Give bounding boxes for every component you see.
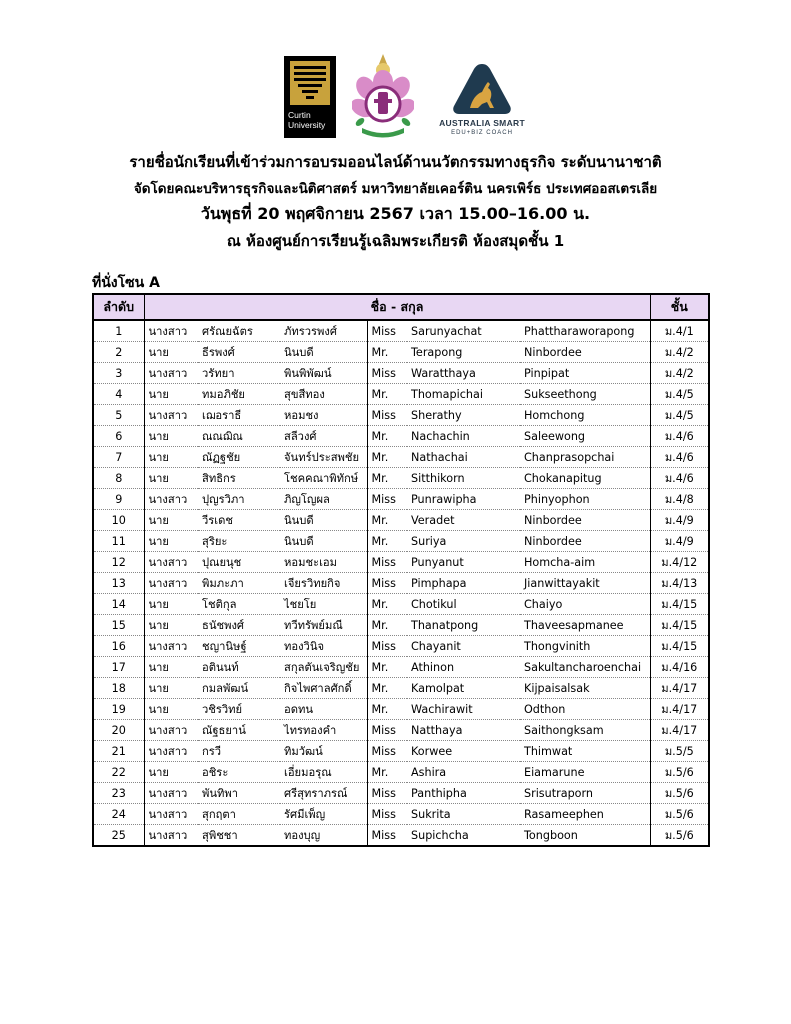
- row-number-cell: 14: [93, 594, 144, 615]
- student-table: [92, 293, 710, 847]
- grade-cell: ม.4/17: [650, 720, 709, 741]
- english-last-name-cell: Chokanapitug: [520, 468, 650, 489]
- thai-last-name-cell: อดทน: [280, 699, 367, 720]
- row-number-cell: 24: [93, 804, 144, 825]
- table-row: [93, 720, 709, 741]
- curtin-logo-line1: Curtin: [288, 110, 311, 120]
- table-row: [93, 426, 709, 447]
- thai-last-name-cell: ภิญโญผล: [280, 489, 367, 510]
- english-first-name-cell: Nachachin: [407, 426, 520, 447]
- thai-title-cell: นางสาว: [144, 489, 198, 510]
- english-first-name-cell: Sukrita: [407, 804, 520, 825]
- english-last-name-cell: Pinpipat: [520, 363, 650, 384]
- english-last-name-cell: Tongboon: [520, 825, 650, 847]
- grade-cell: ม.4/2: [650, 363, 709, 384]
- venue-line: ณ ห้องศูนย์การเรียนรู้เฉลิมพระเกียรติ ห้องสมุดชั้น 1: [226, 232, 565, 250]
- row-number-cell: 11: [93, 531, 144, 552]
- english-first-name-cell: Chotikul: [407, 594, 520, 615]
- thai-last-name-cell: กิจไพศาลศักดิ์: [280, 678, 367, 699]
- grade-cell: ม.4/5: [650, 405, 709, 426]
- row-number-cell: 12: [93, 552, 144, 573]
- english-last-name-cell: Saleewong: [520, 426, 650, 447]
- table-row: [93, 825, 709, 847]
- row-number-cell: 16: [93, 636, 144, 657]
- thai-title-cell: นาย: [144, 615, 198, 636]
- thai-first-name-cell: สุกฤตา: [198, 804, 280, 825]
- table-row: [93, 741, 709, 762]
- english-title-cell: Miss: [367, 573, 407, 594]
- english-title-cell: Mr.: [367, 384, 407, 405]
- thai-first-name-cell: ศรัณยฉัตร: [198, 320, 280, 342]
- organizer-line: จัดโดยคณะบริหารธุรกิจและนิติศาสตร์ มหาวิทยาลัยเคอร์ติน นครเพิร์ธ ประเทศออสเตรเลีย: [133, 181, 658, 197]
- thai-first-name-cell: ธนัชพงศ์: [198, 615, 280, 636]
- grade-cell: ม.4/17: [650, 699, 709, 720]
- english-title-cell: Mr.: [367, 531, 407, 552]
- row-number-cell: 19: [93, 699, 144, 720]
- thai-title-cell: นาย: [144, 447, 198, 468]
- thai-first-name-cell: เฌอราธี: [198, 405, 280, 426]
- grade-cell: ม.4/9: [650, 531, 709, 552]
- grade-cell: ม.5/6: [650, 762, 709, 783]
- thai-first-name-cell: ทมอภิชัย: [198, 384, 280, 405]
- table-row: [93, 699, 709, 720]
- english-first-name-cell: Natthaya: [407, 720, 520, 741]
- english-last-name-cell: Srisutraporn: [520, 783, 650, 804]
- table-row: [93, 636, 709, 657]
- english-first-name-cell: Thomapichai: [407, 384, 520, 405]
- grade-cell: ม.4/15: [650, 594, 709, 615]
- curtin-university-logo: [284, 56, 336, 138]
- thai-first-name-cell: วชิรวิทย์: [198, 699, 280, 720]
- thai-last-name-cell: นินบดี: [280, 342, 367, 363]
- english-first-name-cell: Sherathy: [407, 405, 520, 426]
- grade-cell: ม.4/1: [650, 320, 709, 342]
- thai-last-name-cell: หอมชะเอม: [280, 552, 367, 573]
- thai-last-name-cell: รัศมีเพ็ญ: [280, 804, 367, 825]
- english-first-name-cell: Panthipha: [407, 783, 520, 804]
- english-first-name-cell: Ashira: [407, 762, 520, 783]
- english-first-name-cell: Chayanit: [407, 636, 520, 657]
- thai-first-name-cell: พันทิพา: [198, 783, 280, 804]
- thai-title-cell: นาย: [144, 342, 198, 363]
- english-title-cell: Miss: [367, 405, 407, 426]
- english-first-name-cell: Wachirawit: [407, 699, 520, 720]
- thai-title-cell: นางสาว: [144, 804, 198, 825]
- thai-title-cell: นาย: [144, 699, 198, 720]
- thai-first-name-cell: กรวี: [198, 741, 280, 762]
- row-number-cell: 25: [93, 825, 144, 847]
- english-last-name-cell: Kijpaisalsak: [520, 678, 650, 699]
- table-row: [93, 320, 709, 342]
- row-number-cell: 13: [93, 573, 144, 594]
- english-title-cell: Miss: [367, 783, 407, 804]
- row-number-cell: 2: [93, 342, 144, 363]
- table-row: [93, 363, 709, 384]
- thai-last-name-cell: ทวีทรัพย์มณี: [280, 615, 367, 636]
- thai-last-name-cell: โชคคณาพิทักษ์: [280, 468, 367, 489]
- english-title-cell: Mr.: [367, 447, 407, 468]
- thai-last-name-cell: นินบดี: [280, 510, 367, 531]
- table-row: [93, 552, 709, 573]
- table-row: [93, 783, 709, 804]
- row-number-cell: 17: [93, 657, 144, 678]
- grade-cell: ม.4/13: [650, 573, 709, 594]
- english-title-cell: Mr.: [367, 342, 407, 363]
- thai-title-cell: นางสาว: [144, 552, 198, 573]
- thai-title-cell: นางสาว: [144, 636, 198, 657]
- thai-first-name-cell: ณัฏฐชัย: [198, 447, 280, 468]
- row-number-cell: 5: [93, 405, 144, 426]
- thai-title-cell: นาย: [144, 678, 198, 699]
- curtin-crest-icon: [290, 61, 330, 105]
- thai-first-name-cell: สิทธิกร: [198, 468, 280, 489]
- english-first-name-cell: Suriya: [407, 531, 520, 552]
- grade-cell: ม.4/15: [650, 615, 709, 636]
- english-last-name-cell: Ninbordee: [520, 531, 650, 552]
- grade-cell: ม.4/9: [650, 510, 709, 531]
- row-number-cell: 10: [93, 510, 144, 531]
- thai-last-name-cell: นินบดี: [280, 531, 367, 552]
- row-number-cell: 7: [93, 447, 144, 468]
- thai-title-cell: นางสาว: [144, 363, 198, 384]
- english-last-name-cell: Homcha-aim: [520, 552, 650, 573]
- thai-title-cell: นาย: [144, 531, 198, 552]
- grade-cell: ม.4/6: [650, 468, 709, 489]
- row-number-cell: 3: [93, 363, 144, 384]
- row-number-cell: 15: [93, 615, 144, 636]
- row-number-cell: 22: [93, 762, 144, 783]
- table-body: [93, 320, 709, 846]
- thai-first-name-cell: ณัฐธยาน์: [198, 720, 280, 741]
- grade-cell: ม.4/17: [650, 678, 709, 699]
- english-title-cell: Mr.: [367, 426, 407, 447]
- english-last-name-cell: Chaiyo: [520, 594, 650, 615]
- english-title-cell: Miss: [367, 320, 407, 342]
- table-row: [93, 510, 709, 531]
- logo-bar: [0, 52, 791, 140]
- table-row: [93, 384, 709, 405]
- english-last-name-cell: Sakultancharoenchai: [520, 657, 650, 678]
- english-title-cell: Mr.: [367, 594, 407, 615]
- english-title-cell: Miss: [367, 363, 407, 384]
- grade-cell: ม.4/6: [650, 426, 709, 447]
- column-header-grade: ชั้น: [650, 294, 709, 320]
- thai-last-name-cell: ภัทรวรพงศ์: [280, 320, 367, 342]
- thai-first-name-cell: ชญานิษฐ์: [198, 636, 280, 657]
- grade-cell: ม.4/8: [650, 489, 709, 510]
- thai-first-name-cell: โชติกุล: [198, 594, 280, 615]
- english-first-name-cell: Punrawipha: [407, 489, 520, 510]
- australia-smart-logo: [432, 62, 532, 142]
- thai-first-name-cell: อตินนท์: [198, 657, 280, 678]
- english-title-cell: Mr.: [367, 678, 407, 699]
- thai-first-name-cell: ธีรพงศ์: [198, 342, 280, 363]
- document-title: รายชื่อนักเรียนที่เข้าร่วมการอบรมออนไลน์ด้านนวัตกรรมทางธุรกิจ ระดับนานาชาติ: [129, 153, 662, 171]
- curtin-logo-line2: University: [288, 120, 326, 130]
- thai-first-name-cell: พิมภะภา: [198, 573, 280, 594]
- english-title-cell: Miss: [367, 489, 407, 510]
- thai-first-name-cell: สุพิชชา: [198, 825, 280, 847]
- table-row: [93, 804, 709, 825]
- english-first-name-cell: Thanatpong: [407, 615, 520, 636]
- thai-last-name-cell: ไชยโย: [280, 594, 367, 615]
- english-last-name-cell: Thongvinith: [520, 636, 650, 657]
- table-row: [93, 762, 709, 783]
- english-first-name-cell: Sarunyachat: [407, 320, 520, 342]
- english-last-name-cell: Thaveesapmanee: [520, 615, 650, 636]
- grade-cell: ม.5/6: [650, 825, 709, 847]
- thai-title-cell: นางสาว: [144, 720, 198, 741]
- australia-smart-logo-subtitle: EDU+BIZ COACH: [451, 130, 513, 136]
- grade-cell: ม.5/5: [650, 741, 709, 762]
- english-last-name-cell: Ninbordee: [520, 342, 650, 363]
- thai-first-name-cell: กมลพัฒน์: [198, 678, 280, 699]
- table-row: [93, 573, 709, 594]
- english-last-name-cell: Eiamarune: [520, 762, 650, 783]
- english-last-name-cell: Phinyophon: [520, 489, 650, 510]
- english-first-name-cell: Supichcha: [407, 825, 520, 847]
- english-first-name-cell: Pimphapa: [407, 573, 520, 594]
- english-last-name-cell: Jianwittayakit: [520, 573, 650, 594]
- table-header-row: [93, 294, 709, 320]
- thai-last-name-cell: เอี่ยมอรุณ: [280, 762, 367, 783]
- table-row: [93, 531, 709, 552]
- table-row: [93, 489, 709, 510]
- australia-smart-logo-title: AUSTRALIA SMART: [439, 118, 525, 128]
- thai-first-name-cell: วรัทยา: [198, 363, 280, 384]
- english-title-cell: Miss: [367, 720, 407, 741]
- english-last-name-cell: Chanprasopchai: [520, 447, 650, 468]
- english-last-name-cell: Phattharaworapong: [520, 320, 650, 342]
- english-first-name-cell: Terapong: [407, 342, 520, 363]
- thai-title-cell: นางสาว: [144, 741, 198, 762]
- thai-first-name-cell: ณณฌิณ: [198, 426, 280, 447]
- row-number-cell: 4: [93, 384, 144, 405]
- thai-first-name-cell: สุริยะ: [198, 531, 280, 552]
- thai-first-name-cell: ปุญรวิภา: [198, 489, 280, 510]
- row-number-cell: 6: [93, 426, 144, 447]
- english-title-cell: Mr.: [367, 657, 407, 678]
- table-row: [93, 447, 709, 468]
- grade-cell: ม.4/12: [650, 552, 709, 573]
- thai-title-cell: นางสาว: [144, 825, 198, 847]
- thai-title-cell: นางสาว: [144, 783, 198, 804]
- thai-last-name-cell: จันทร์ประสพชัย: [280, 447, 367, 468]
- thai-last-name-cell: ไทรทองคำ: [280, 720, 367, 741]
- table-row: [93, 405, 709, 426]
- thai-last-name-cell: ศรีสุทราภรณ์: [280, 783, 367, 804]
- column-header-name: ชื่อ - สกุล: [144, 294, 650, 320]
- english-first-name-cell: Korwee: [407, 741, 520, 762]
- thai-last-name-cell: ทองบุญ: [280, 825, 367, 847]
- english-title-cell: Mr.: [367, 699, 407, 720]
- english-last-name-cell: Ninbordee: [520, 510, 650, 531]
- english-first-name-cell: Waratthaya: [407, 363, 520, 384]
- english-title-cell: Miss: [367, 552, 407, 573]
- thai-last-name-cell: สลีวงศ์: [280, 426, 367, 447]
- english-title-cell: Mr.: [367, 510, 407, 531]
- english-title-cell: Mr.: [367, 615, 407, 636]
- table-row: [93, 468, 709, 489]
- thai-title-cell: นางสาว: [144, 573, 198, 594]
- english-last-name-cell: Rasameephen: [520, 804, 650, 825]
- row-number-cell: 1: [93, 320, 144, 342]
- school-seal-logo: [352, 52, 414, 140]
- row-number-cell: 9: [93, 489, 144, 510]
- grade-cell: ม.4/15: [650, 636, 709, 657]
- thai-title-cell: นาย: [144, 426, 198, 447]
- grade-cell: ม.4/2: [650, 342, 709, 363]
- thai-first-name-cell: อชิระ: [198, 762, 280, 783]
- english-title-cell: Mr.: [367, 468, 407, 489]
- english-last-name-cell: Odthon: [520, 699, 650, 720]
- thai-title-cell: นางสาว: [144, 405, 198, 426]
- grade-cell: ม.4/5: [650, 384, 709, 405]
- thai-last-name-cell: สุขสีทอง: [280, 384, 367, 405]
- thai-first-name-cell: ปุณยนุช: [198, 552, 280, 573]
- table-row: [93, 342, 709, 363]
- thai-last-name-cell: พินพิพัฒน์: [280, 363, 367, 384]
- thai-last-name-cell: สกุลตันเจริญชัย: [280, 657, 367, 678]
- english-title-cell: Miss: [367, 636, 407, 657]
- grade-cell: ม.5/6: [650, 804, 709, 825]
- zone-title: ที่นั่งโซน A: [92, 275, 160, 291]
- english-title-cell: Miss: [367, 741, 407, 762]
- table-row: [93, 657, 709, 678]
- thai-title-cell: นาย: [144, 657, 198, 678]
- thai-last-name-cell: ทองวินิจ: [280, 636, 367, 657]
- date-time-line: วันพุธที่ 20 พฤศจิกายน 2567 เวลา 15.00–16.00 น.: [200, 204, 591, 223]
- english-title-cell: Miss: [367, 825, 407, 847]
- row-number-cell: 21: [93, 741, 144, 762]
- table-row: [93, 594, 709, 615]
- grade-cell: ม.4/16: [650, 657, 709, 678]
- english-last-name-cell: Thimwat: [520, 741, 650, 762]
- grade-cell: ม.4/6: [650, 447, 709, 468]
- english-last-name-cell: Saithongksam: [520, 720, 650, 741]
- table-row: [93, 615, 709, 636]
- table-row: [93, 678, 709, 699]
- english-last-name-cell: Homchong: [520, 405, 650, 426]
- thai-last-name-cell: เจียรวิทยกิจ: [280, 573, 367, 594]
- thai-last-name-cell: ทิมวัฒน์: [280, 741, 367, 762]
- thai-title-cell: นางสาว: [144, 320, 198, 342]
- thai-first-name-cell: วีรเดช: [198, 510, 280, 531]
- thai-title-cell: นาย: [144, 510, 198, 531]
- english-title-cell: Mr.: [367, 762, 407, 783]
- grade-cell: ม.5/6: [650, 783, 709, 804]
- english-first-name-cell: Kamolpat: [407, 678, 520, 699]
- row-number-cell: 8: [93, 468, 144, 489]
- english-first-name-cell: Veradet: [407, 510, 520, 531]
- english-first-name-cell: Athinon: [407, 657, 520, 678]
- row-number-cell: 18: [93, 678, 144, 699]
- english-first-name-cell: Nathachai: [407, 447, 520, 468]
- column-header-no: ลำดับ: [93, 294, 144, 320]
- thai-title-cell: นาย: [144, 594, 198, 615]
- thai-last-name-cell: หอมชง: [280, 405, 367, 426]
- english-first-name-cell: Punyanut: [407, 552, 520, 573]
- thai-title-cell: นาย: [144, 384, 198, 405]
- row-number-cell: 23: [93, 783, 144, 804]
- english-first-name-cell: Sitthikorn: [407, 468, 520, 489]
- thai-title-cell: นาย: [144, 468, 198, 489]
- english-last-name-cell: Sukseethong: [520, 384, 650, 405]
- thai-title-cell: นาย: [144, 762, 198, 783]
- kangaroo-triangle-icon: [432, 62, 532, 118]
- row-number-cell: 20: [93, 720, 144, 741]
- english-title-cell: Miss: [367, 804, 407, 825]
